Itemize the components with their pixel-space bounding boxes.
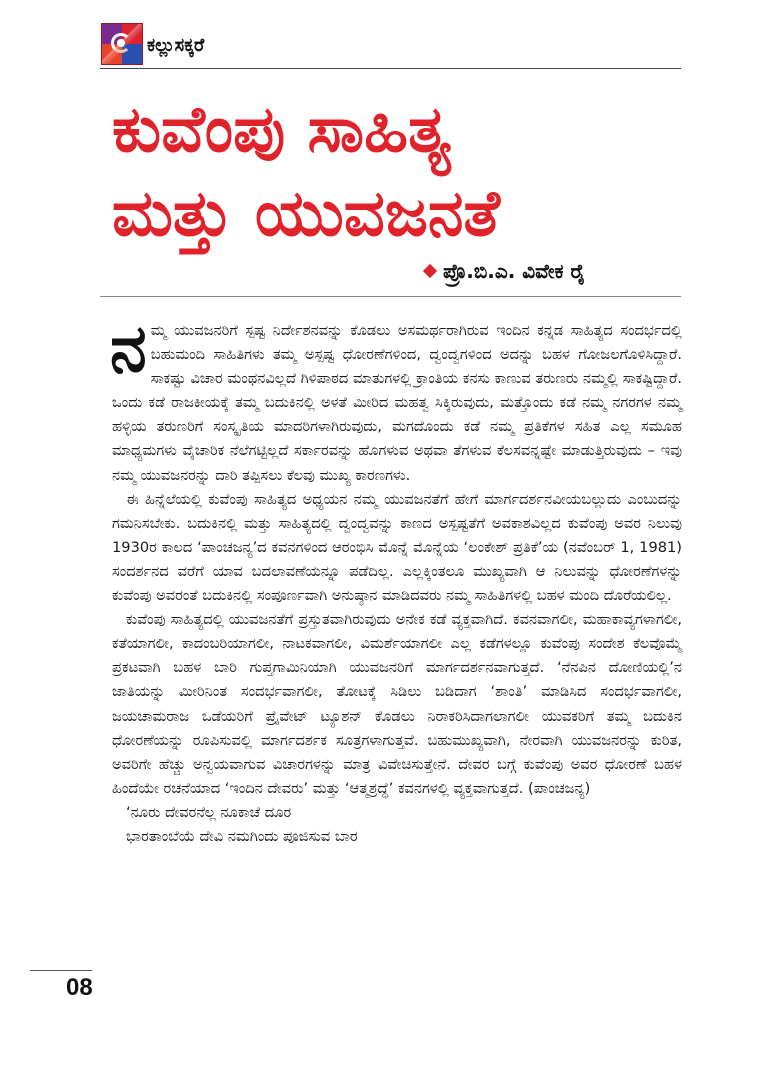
author-byline (425, 259, 585, 283)
diamond-bullet-icon (423, 264, 437, 278)
header-divider (100, 68, 681, 69)
spiral-logo-icon (101, 23, 143, 65)
paragraph-1 (110, 310, 682, 488)
title-line-2: ಮತ್ತು ಯುವಜನತೆ (112, 177, 500, 251)
author-name: ಪ್ರೊ.ಬಿ.ಎ. ವಿವೇಕ ರೈ (443, 259, 586, 283)
title-line-1: ಕುವೆಂಪು ಸಾಹಿತ್ಯ (112, 93, 451, 167)
article-title (112, 88, 682, 256)
drop-cap: ನ (110, 310, 147, 387)
page-number: 08 (66, 974, 93, 1001)
byline-divider (100, 296, 681, 297)
poem-line-2: ಭಾರತಾಂಬೆಯೆ ದೇವಿ ನಮಗಿಂದು ಪೂಜಿಸುವ ಬಾರ (126, 827, 358, 845)
paragraph-2: ಈ ಹಿನ್ನೆಲೆಯಲ್ಲಿ ಕುವೆಂಪು ಸಾಹಿತ್ಯದ ಅಧ್ಯಯನ ನಮ್ಮ ಯುವಜನತೆಗೆ ಹೇಗೆ ಮಾರ್ಗದರ್ಶನವೀಯಬಲ್ಲುದು ಎಂಬುದನ್ನು ಗಮನಿಸಬೇಕು. ಬದುಕಿನಲ್ಲಿ ಮತ್ತು ಸಾಹಿತ್ಯದಲ್ಲಿ ದ್ವಂದ್ವವನ್ನು ಕಾಣದ ಅಸ್ಪಷ್ಟತೆಗೆ ಅವಕಾಶವಿಲ್ಲದ ಕುವೆಂಪು ಅವರ ನಿಲುವು 1930ರ ಕಾಲದ ‘ಪಾಂಚಜನ್ಯ’ದ ಕವನಗಳಿಂದ ಆರಂಭಿಸಿ ಮೊನ್ನೆ ಮೊನ್ನೆಯ ‘ಲಂಕೇಶ್ ಪ್ರತಿಕೆ’ಯ (ನವೆಂಬರ್ 1, 1981) ಸಂದರ್ಶನದ ವರೆಗೆ ಯಾವ ಬದಲಾವಣೆಯನ್ನೂ ಪಡೆದಿಲ್ಲ. ಎಲ್ಲಕ್ಕಿಂತಲೂ ಮುಖ್ಯವಾಗಿ ಆ ನಿಲುವನ್ನು ಧೋರಣೆಗಳನ್ನು ಕುವೆಂಪು ಅವರಂತೆ ಬದುಕಿನಲ್ಲಿ ಸಂಪೂರ್ಣವಾಗಿ ಅನುಷ್ಠಾನ ಮಾಡಿದವರು ನಮ್ಮ ಸಾಹಿತಿಗಳಲ್ಲಿ ಬಹಳ ಮಂದಿ ದೊರೆಯಲಿಲ್ಲ. (112, 490, 682, 605)
logo-core (117, 39, 125, 47)
footer-divider (30, 970, 92, 971)
poem-line-1: ‘ನೂರು ದೇವರನೆಲ್ಲ ನೂಕಾಚೆ ದೂರ (126, 803, 292, 821)
paragraph-1-text: ಮ್ಮ ಯುವಜನರಿಗೆ ಸ್ಪಷ್ಟ ನಿರ್ದೇಶನವನ್ನು ಕೊಡಲು ಅಸಮರ್ಥರಾಗಿರುವ ಇಂದಿನ ಕನ್ನಡ ಸಾಹಿತ್ಯದ ಸಂದರ್ಭದಲ್ಲಿ ಬಹುಮಂದಿ ಸಾಹಿತಿಗಳು ತಮ್ಮ ಅಸ್ಪಷ್ಟ ಧೋರಣೆಗಳಿಂದ, ದ್ವಂದ್ವಗಳಿಂದ ಅದನ್ನು ಬಹಳ ಗೋಜಲಗೊಳಿಸಿದ್ದಾರೆ. ಸಾಕಷ್ಟು ವಿಚಾರ ಮಂಥನವಿಲ್ಲದೆ ಗಿಳಿಪಾಠದ ಮಾತುಗಳಲ್ಲಿ ಕ್ರಾಂತಿಯ ಕನಸು ಕಾಣುವ ತರುಣರು ನಮ್ಮಲ್ಲಿ ಸಾಕಷ್ಟಿದ್ದಾರೆ. ಒಂದು ಕಡೆ ರಾಜಕೀಯಕ್ಕೆ ತಮ್ಮ ಬದುಕಿನಲ್ಲಿ ಅಳತೆ ಮೀರಿದ ಮಹತ್ವ ಸಿಕ್ಕಿರುವುದು, ಮತ್ತೊಂದು ಕಡೆ ನಮ್ಮ ನಗರಗಳ ನಮ್ಮ ಹಳ್ಳಿಯ ತರುಣರಿಗೆ ಸಂಸ್ಕೃತಿಯ ಮಾದರಿಗಳಾಗಿರುವುದು, ಮಗದೊಂದು ಕಡೆ ನಮ್ಮ ಪ್ರತಿಕೆಗಳ ಸಹಿತ ಎಲ್ಲ ಸಮೂಹ ಮಾಧ್ಯಮಗಳು ವೈಚಾರಿಕ ನೆಲೆಗಟ್ಟಿಲ್ಲದೆ ಸರ್ಕಾರವನ್ನು ಹೊಗಳುವ ಅಥವಾ ತೆಗಳುವ ಕೆಲಸವನ್ನಷ್ಟೇ ಮಾಡುತ್ತಿರುವುದು – ಇವು ನಮ್ಮ ಯುವಜನರನ್ನು ದಾರಿ ತಪ್ಪಿಸಲು ಕೆಲವು ಮುಖ್ಯ ಕಾರಣಗಳು. (112, 322, 682, 484)
article-body (110, 310, 682, 849)
paragraph-3: ಕುವೆಂಪು ಸಾಹಿತ್ಯದಲ್ಲಿ ಯುವಜನತೆಗೆ ಪ್ರಸ್ತುತವಾಗಿರುವುದು ಅನೇಕ ಕಡೆ ವ್ಯಕ್ತವಾಗಿದೆ. ಕವನವಾಗಲೀ, ಮಹಾಕಾವ್ಯಗಳಾಗಲೀ, ಕತೆಯಾಗಲೀ, ಕಾದಂಬರಿಯಾಗಲೀ, ನಾಟಕವಾಗಲೀ, ವಿಮರ್ಶೆಯಾಗಲೀ ಎಲ್ಲ ಕಡೆಗಳಲ್ಲೂ ಕುವೆಂಪು ಸಂದೇಶ ಕೆಲವೊಮ್ಮೆ ಪ್ರಕಟವಾಗಿ ಬಹಳ ಬಾರಿ ಗುಪ್ತಗಾಮಿನಿಯಾಗಿ ಯುವಜನರಿಗೆ ಮಾರ್ಗದರ್ಶನವಾಗುತ್ತದೆ. ‘ನೆನಪಿನ ದೋಣಿಯಲ್ಲಿ’ನ ಜಾತಿಯನ್ನು ಮೀರಿನಿಂತ ಸಂದರ್ಭವಾಗಲೀ, ತೋಟಕ್ಕೆ ಸಿಡಿಲು ಬಡಿದಾಗ ‘ಶಾಂತಿ’ ಮಾಡಿಸಿದ ಸಂದರ್ಭವಾಗಲೀ, ಜಯಚಾಮರಾಜ ಒಡೆಯರಿಗೆ ಪ್ರೈವೇಟ್ ಟ್ಯೂಶನ್ ಕೊಡಲು ನಿರಾಕರಿಸಿದಾಗಲಾಗಲೀ ಯುವಕರಿಗೆ ತಮ್ಮ ಬದುಕಿನ ಧೋರಣೆಯನ್ನು ರೂಪಿಸುವಲ್ಲಿ ಮಾರ್ಗದರ್ಶಕ ಸೂತ್ರಗಳಾಗುತ್ತವೆ. ಬಹುಮುಖ್ಯವಾಗಿ, ನೇರವಾಗಿ ಯುವಜನರನ್ನು ಕುರಿತ, ಅವರಿಗೇ ಹೆಚ್ಚು ಅನ್ವಯವಾಗುವ ವಿಚಾರಗಳನ್ನು ಮಾತ್ರ ವಿವೇಚಿಸುತ್ತೇನೆ. ದೇವರ ಬಗ್ಗೆ ಕುವೆಂಪು ಅವರ ಧೋರಣೆ ಬಹಳ ಹಿಂದೆಯೇ ರಚನೆಯಾದ ‘ಇಂದಿನ ದೇವರು’ ಮತ್ತು ‘ಆತ್ಮಶ್ರದ್ಧೆ’ ಕವನಗಳಲ್ಲಿ ವ್ಯಕ್ತವಾಗುತ್ತದೆ. (ಪಾಂಚಜನ್ಯ) (112, 611, 682, 797)
section-label: ಕಲ್ಲುಸಕ್ಕರೆ (147, 35, 205, 56)
